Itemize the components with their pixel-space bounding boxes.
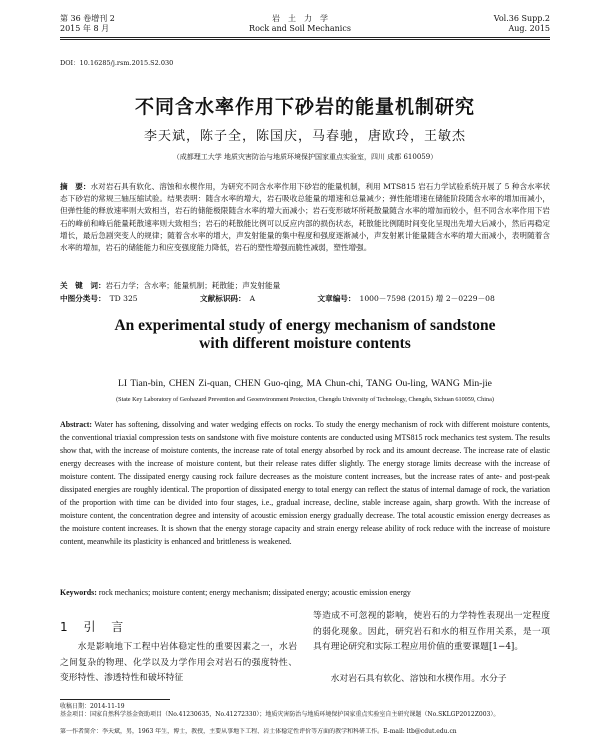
clc-label: 中图分类号： — [60, 294, 106, 303]
header-volume-en: Vol.36 Supp.2 — [493, 14, 550, 23]
abstract-cn — [60, 181, 550, 254]
classification-cn — [60, 293, 550, 304]
header-volume-cn: 第 36 卷增刊 2 — [60, 14, 115, 23]
doc-code-value: A — [249, 294, 256, 303]
header-rule-thin — [60, 39, 550, 40]
affiliation-cn: （成都理工大学 地质灾害防治与地质环境保护国家重点实验室，四川 成都 610059） — [172, 153, 438, 161]
intro-right-column: 等造成不可忽视的影响，使岩石的力学特性表现出一定程度的弱化现象。因此，研究岩石和水的相互作用关系，是一项具有理论研究和实际工程应用价值的重要课题[1−4]。 — [313, 611, 550, 653]
footnote-rule — [60, 699, 170, 700]
footnote-author: 第一作者简介：李天斌，男，1963 年生，博士，教授，主要从事地下工程、岩土体稳定性评价等方面的教学和科研工作。E-mail: ltb@cdut.edu.cn — [60, 728, 457, 735]
paper-title-cn: 不同含水率作用下砂岩的能量机制研究 — [134, 96, 475, 118]
clc-value: TD 325 — [109, 294, 138, 303]
keywords-en-text: rock mechanics; moisture content; energy mechanism; dissipated energy; acoustic emission energy — [98, 588, 411, 597]
section-heading-introduction: 1 引 言 — [60, 620, 130, 634]
abstract-en — [60, 418, 550, 548]
abstract-en-label: Abstract: — [60, 420, 92, 429]
footnote-received: 收稿日期：2014-11-19 — [60, 703, 125, 710]
doi[interactable]: DOI：10.16285/j.rsm.2015.S2.030 — [60, 59, 174, 67]
keywords-cn-label: 关 键 词： — [60, 281, 106, 290]
header-rule — [60, 37, 550, 38]
keywords-en — [60, 588, 550, 597]
article-no-label: 文章编号： — [317, 294, 356, 303]
intro-left-column: 水是影响地下工程中岩体稳定性的重要因素之一，水岩之间复杂的物理、化学以及力学作用会对岩石的强度特性、变形特性、渗透特性和破坏特征 — [60, 642, 297, 684]
authors-cn: 李天斌，陈子全，陈国庆，马春驰，唐欧玲，王敏杰 — [143, 129, 466, 144]
doc-code-label: 文献标识码： — [200, 294, 246, 303]
keywords-cn-text: 岩石力学；含水率；能量机制；耗散能；声发射能量 — [105, 281, 281, 290]
paper-title-en-line1: An experimental study of energy mechanism of sandstone — [114, 317, 496, 334]
article-no-value: 1000－7598 (2015) 增 2－0229－08 — [359, 294, 495, 303]
abstract-cn-label: 摘 要： — [60, 182, 91, 191]
keywords-en-label: Keywords: — [60, 588, 97, 597]
abstract-cn-text: 水对岩石具有软化、溶蚀和水楔作用，为研究不同含水率作用下砂岩的能量机制，利用 MTS815 岩石力学试验系统开展了 5 种含水率状态下砂岩的常规三轴压缩试验。结果表明：随含水率的增大，岩石吸收总能量的增速和总量减少；弹性能增速在储能阶段随含水率的增加而减小，但弹性能的释放速率则大致相当，岩石的储能极限随含水率的增大而减小；岩石变形破坏所耗散量随含水率的增加而较小，但不同含水率作用下岩石的峰前和峰后能量耗散速率则大致相当；岩石的耗散能比例可以反应内部的损伤状态，耗散能比例随时间变化呈现出先增大后减小，然后再稳定增长，最后急剧突变人的规律；随着含水率的增大，声发射能量的集中程度和强度逐渐减小，声发射累计能量随含水率的增大而减小，表明随着含水率的增加，岩石的储能能力和应变强度能力降低，岩石的塑性增强而脆性减弱，塑性增强。 — [60, 182, 550, 253]
paper-title-en — [60, 317, 550, 353]
authors-en: LI Tian-bin, CHEN Zi-quan, CHEN Guo-qing, MA Chun-chi, TANG Ou-ling, WANG Min-jie — [118, 378, 492, 389]
header-date-en: Aug. 2015 — [508, 24, 550, 33]
intro-right-column-para2: 水对岩石具有软化、溶蚀和水楔作用。水分子 — [330, 674, 507, 684]
header-journal-en: Rock and Soil Mechanics — [249, 24, 351, 33]
header-date-cn: 2015 年 8 月 — [60, 24, 110, 33]
keywords-cn — [60, 280, 550, 291]
footnote-fund: 基金项目：国家自然科学基金资助项目（No.41230635，No.41272330）；地质灾害防治与地质环境保护国家重点实验室自主研究课题（No.SKLGP2012Z003）。 — [60, 711, 500, 718]
paper-title-en-line2: with different moisture contents — [199, 335, 411, 352]
abstract-en-text: Water has softening, dissolving and water wedging effects on rocks. To study the energy mechanism of rock with different moisture contents, the conventional triaxial compression tests on sandstone with five moisture contents are conducted using MTS815 rock mechanics test system. The results show that, with the increase of moisture contents, the increase rate of total energy absorbed by rock and its amount decrease. The increase rate of elastic energy decreases with the increase of moisture content, but their release rates differ slightly. The energy storage limits decrease with the increase of moisture content. The dissipated energy causing rock failure decreases as the moisture content increases, but the increase rates of ante- and post-peak dissipated energies are roughly identical. The proportion of dissipated energy to total energy can reflect the status of internal damage of rock, the variation of the proportion with time can be divided into four stages, i.e., gradual increase, decline, stable increase again, sharp growth. With the increase of moisture content, the concentration degree and intensity of acoustic emission energy gradually decrease. The total acoustic emission energy decreases as the moisture content increases. It is shown that the energy storage capacity and strain energy release ability of rock reduce with the increase of moisture content, meanwhile its plasticity is enhanced and brittleness is weakened. — [60, 420, 550, 546]
affiliation-en: (State Key Laboratory of Geohazard Prevention and Geoenvironment Protection, Chengdu University of Technology, Chengdu, Sichuan 610059, China) — [116, 396, 494, 403]
header-journal-cn: 岩 土 力 学 — [272, 14, 328, 23]
